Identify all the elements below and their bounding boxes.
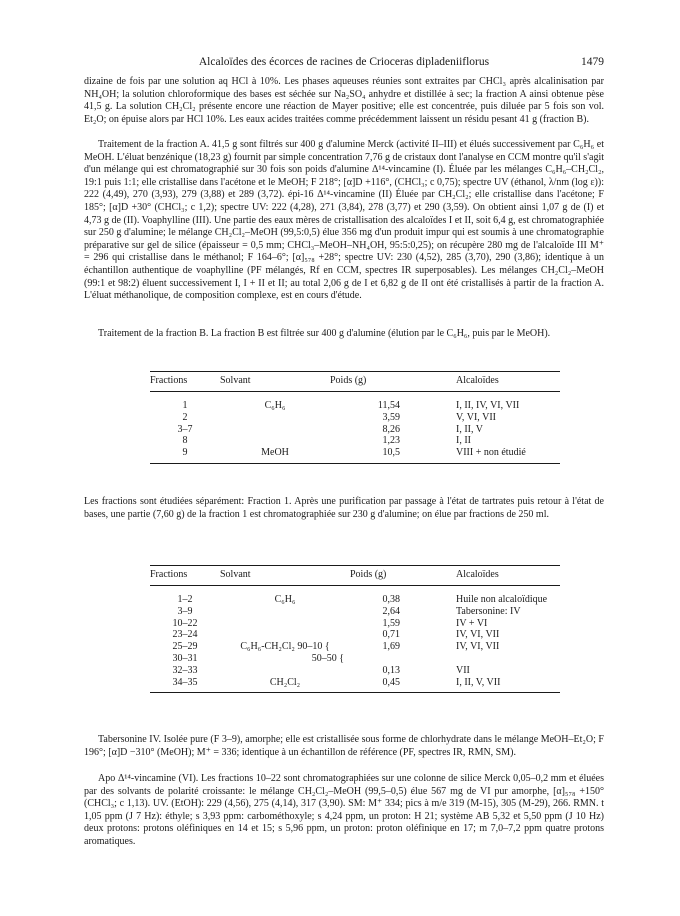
table-row (150, 400, 560, 412)
table2-header-solvant: Solvant (220, 566, 350, 586)
table-cell: I, II (456, 435, 471, 447)
table-cell: C₆H₆ (274, 594, 296, 605)
table-cell: 10,5 (330, 447, 440, 463)
table-row (150, 629, 560, 641)
table-cell: 50–50 { (311, 652, 344, 664)
fractions-table-fraction-1 (150, 565, 560, 693)
paragraph-apo-vincamine: Apo Δ¹⁴-vincamine (VI). Les fractions 10–22 sont chromatographiées sur une colonne de silice Merck 0,05–0,2 mm et éluées par des solvants de polarité croissante: le mélange CH₂Cl₂–MeOH (99,5–0,5) élue 567 mg de VI pur amorphe, [α]₅₇₈ +150° (CHCl₃; c 1,13). UV. (EtOH): 229 (4,56), 275 (4,14), 317 (3,90). SM: M⁺ 334; pics à m/e 319 (M-15), 305 (M-29), 266. RMN. t 1,05 ppm (J 7 Hz): éthyle; s 3,93 ppm: carbométhoxyle; s 4,24 ppm, un proton: H 21; système AB 5,32 et 5,50 ppm (J 10 Hz) deux protons: protons oléfiniques en 14 et 15; s 5,96 ppm, un proton: proton oléfinique en 17; m 7,0–7,2 ppm quatre protons aromatiques. (84, 773, 604, 847)
table1-header-poids: Poids (g) (330, 372, 440, 392)
table-cell: I, II, IV, VI, VII (456, 400, 520, 411)
table-cell: 0,45 (350, 677, 440, 693)
table-cell: IV, VI, VII (456, 629, 500, 641)
table-cell: 1–2 (177, 594, 193, 605)
table-row (150, 653, 560, 665)
table2-header-fractions: Fractions (150, 566, 220, 586)
table-cell: 2 (182, 411, 188, 423)
table-row (150, 412, 560, 424)
table-cell: 2,64 (382, 605, 400, 617)
table-row (150, 606, 560, 618)
table-row (150, 665, 560, 677)
table-cell (440, 653, 560, 665)
table-cell: Huile non alcaloïdique (456, 594, 548, 605)
table-cell (220, 665, 350, 677)
table-cell: 25–29 (172, 641, 198, 653)
paragraph-traitement-fraction-a: Traitement de la fraction A. 41,5 g sont filtrés sur 400 g d'alumine Merck (activité II–III) et élués successivement par C₆H₆ et MeOH. L'éluat benzénique (18,23 g) fournit par simple concentration 7,76 g de cristaux dont l'analyse en CCM montre qu'il s'agit d'un mélange qui est chromatographié sur 30 fois son poids d'alumine Δ¹⁴-vincamine (I). Éluée par les mélanges C₆H₆–CH₂Cl₂, 19:1 puis 1:1; elle cristallise dans l'acétone et le MeOH; F 218°; [α]D +116°, (CHCl₃; c 0,75); spectre UV (éthanol, λ/nm (log ε)): 222 (4,49), 270 (3,93), 279 (3,88) et 289 (3,72). épi-16 Δ¹⁴-vincamine (II) Éluée par CH₂Cl₂; elle cristallise dans l'acétone; F 185°; [α]D +30° (CHCl₃; c 1,2); spectre UV: 222 (4,28), 271 (3,84), 278 (3,77) et 290 (3,59). On obtient ainsi 1,07 g de (I) et 4,73 g de (II). Voaphylline (III). Une partie des eaux mères de cristallisation des alcaloïdes I et II, soit 6,4 g, est chromatographiée sur 250 g d'alumine; le mélange CH₂Cl₂–MeOH (99,5:0,5) élue 356 mg d'un produit impur qui est soumis à une chromatographie préparative sur gel de silice (épaisseur = 0,5 mm; CHCl₃–MeOH–NH₄OH, 95:5:0,25); on récupère 280 mg de l'alcaloïde III M⁺ = 296 qui cristallise dans le méthanol; F 164–6°; [α]₅₇₈ +28°; spectre UV: 230 (4,52), 285 (3,70), 290 (3,86); identique à un échantillon authentique de voaphylline (PF mélangés, Rf en CCM, spectres IR superposables). Les mélanges CH₂Cl₂–MeOH (99:1 et 98:2) éluent successivement I, I + II et II; au total 2,06 g de I et 6,82 g de II ont été cristallisés à partir de la fraction A. L'éluat méthanolique, de composition complexe, est en cours d'étude. (84, 139, 604, 302)
table-cell: 30–31 (172, 652, 198, 664)
table-cell: 8,26 (382, 423, 400, 435)
table-cell: C₆H₆ (264, 400, 286, 411)
table-cell: MeOH (220, 447, 330, 463)
table-cell: 1,59 (382, 617, 400, 629)
table1-header-fractions: Fractions (150, 372, 220, 392)
table-cell (220, 629, 350, 641)
table-cell: CH₂Cl₂ (220, 677, 350, 693)
table-cell: 1,69 (382, 641, 400, 653)
table-row (150, 594, 560, 606)
table-cell: VIII + non étudié (440, 447, 560, 463)
table-cell (220, 618, 350, 630)
table-cell: 1 (182, 400, 188, 411)
paragraph-fraction-1: Les fractions sont étudiées séparément: Fraction 1. Après une purification par passage à l'état de tartrates puis retour à l'état de bases, une partie (7,60 g) de la fraction 1 est chromatographiée sur 230 g d'alumine; on élue par fractions de 250 ml. (84, 496, 604, 520)
table-cell (220, 412, 330, 424)
table-cell: 23–24 (172, 629, 198, 641)
table-cell: 3–9 (177, 605, 193, 617)
running-head: Alcaloïdes des écorces de racines de Crioceras dipladeniiflorus (198, 56, 490, 68)
paragraph-traitement-fraction-b: Traitement de la fraction B. La fraction B est filtrée sur 400 g d'alumine (élution par le C₆H₆, puis par le MeOH). (98, 328, 551, 339)
table-cell: 3–7 (177, 423, 193, 435)
table-cell: I, II, V (456, 423, 484, 435)
table-cell (220, 435, 330, 447)
table-row (150, 618, 560, 630)
table-cell: 3,59 (382, 411, 400, 423)
table-cell: 11,54 (377, 400, 400, 411)
table-cell: IV + VI (456, 617, 488, 629)
paragraph-fraction-a-extraction: dizaine de fois par une solution aq HCl à 10%. Les phases aqueuses réunies sont extraites par CHCl₃ après alcalinisation par NH₄OH; la solution chloroformique des bases est séchée sur Na₂SO₄ anhydre et distillée à sec; la fraction A ainsi obtenue pèse 41,5 g. La solution CH₂Cl₂ présente encore une réaction de Mayer positive; elle est concentrée, puis diluée par 5 fois son vol. Et₂O; on épuise alors par HCl 10%. Les eaux acides traitées comme précédemment laissent un résidu pesant 41 g (fraction B). (84, 76, 604, 125)
table1-header-solvant: Solvant (220, 372, 330, 392)
table-cell: 32–33 (172, 664, 198, 676)
table-cell: VII (456, 664, 470, 676)
table2-header-poids: Poids (g) (350, 566, 440, 586)
fractions-table-b (150, 371, 560, 464)
table-cell: IV, VI, VII (456, 641, 500, 653)
table-cell: I, II, V, VII (440, 677, 560, 693)
table-row (150, 641, 560, 653)
paragraph-tabersonine: Tabersonine IV. Isolée pure (F 3–9), amorphe; elle est cristallisée sous forme de chlorhydrate dans le mélange MeOH–Et₂O; F 196°; [α]D −310° (MeOH); M⁺ = 336; identique à un échantillon de référence (PF, spectres IR, RMN, SM). (84, 734, 604, 758)
table-cell (350, 653, 440, 665)
table-cell: 0,13 (382, 664, 400, 676)
table-cell: 0,71 (382, 629, 400, 641)
table-cell: 9 (150, 447, 220, 463)
table-cell: C₆H₆-CH₂Cl₂ 90–10 { (240, 641, 330, 653)
table-cell: V, VI, VII (456, 411, 497, 423)
table-cell: 8 (182, 435, 188, 447)
table-cell (220, 424, 330, 436)
table-cell: 10–22 (172, 617, 198, 629)
table-row (150, 447, 560, 463)
table-cell: 0,38 (382, 594, 400, 605)
table2-header-alcaloides: Alcaloïdes (440, 566, 560, 586)
table-row (150, 435, 560, 447)
table-cell: 1,23 (382, 435, 400, 447)
table-cell: 34–35 (150, 677, 220, 693)
table-cell: Tabersonine: IV (456, 605, 521, 617)
table-cell (220, 606, 350, 618)
table-row (150, 677, 560, 693)
table-row (150, 424, 560, 436)
table1-header-alcaloides: Alcaloïdes (440, 372, 560, 392)
page-number: 1479 (581, 56, 604, 68)
